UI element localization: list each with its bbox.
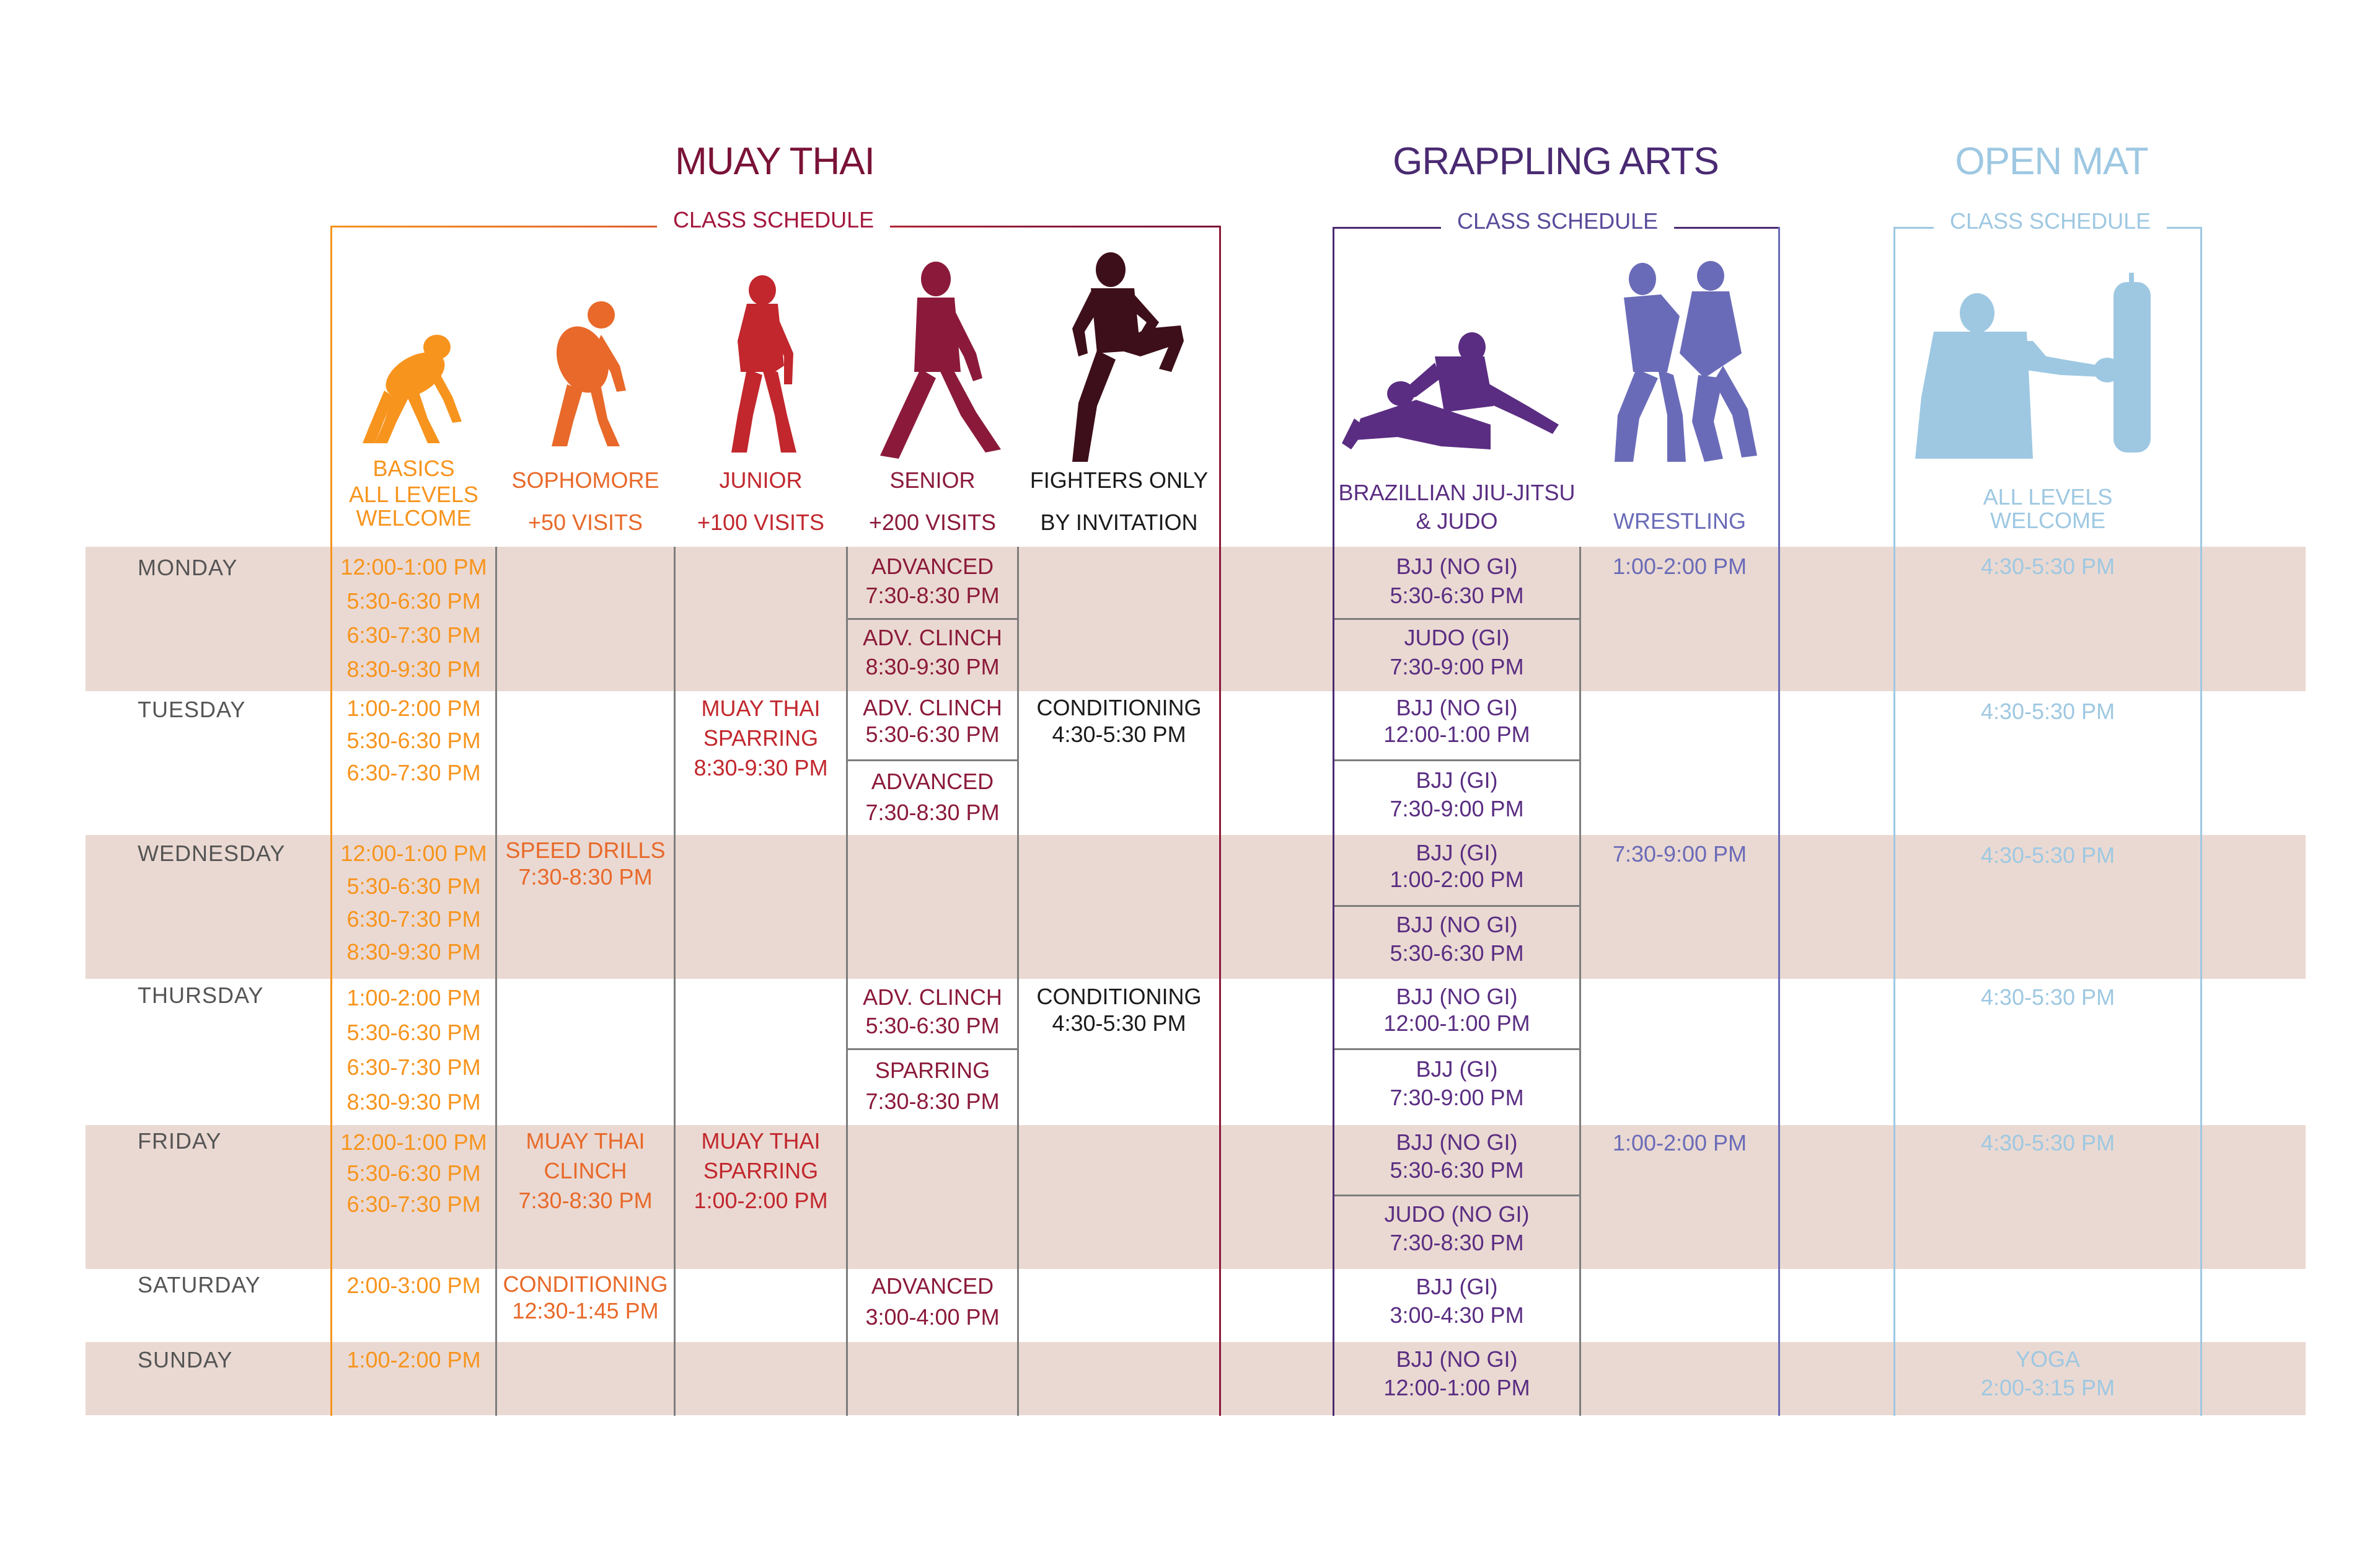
class-time[interactable]: 1:00-2:00 PM [346, 1347, 481, 1372]
class-time: 1:00-2:00 PM [1390, 867, 1524, 892]
wrestlers-icon [1599, 260, 1766, 465]
cell-divider [847, 1048, 1017, 1050]
class-time: 12:00-1:00 PM [1383, 1010, 1530, 1036]
openmat-title: OPEN MAT [1955, 140, 2148, 183]
class-name: JUDO (NO GI) [1384, 1201, 1530, 1227]
class-time: 3:00-4:30 PM [1390, 1302, 1524, 1328]
class-name: BJJ (NO GI) [1396, 1129, 1518, 1155]
sophomore-header [497, 466, 674, 537]
bjj-wednesday-b[interactable] [1334, 911, 1579, 968]
senior-tuesday-advanced[interactable] [848, 766, 1017, 828]
class-time[interactable]: 6:30-7:30 PM [346, 1054, 481, 1080]
cell-divider [847, 618, 1017, 620]
col-divider [674, 547, 676, 1416]
class-name: JUDO (GI) [1404, 625, 1510, 650]
basics-header-line3: WELCOME [356, 505, 472, 531]
sophomore-wednesday[interactable] [497, 837, 674, 890]
class-time: 5:30-6:30 PM [1390, 583, 1524, 608]
class-name: ADV. CLINCH [863, 984, 1002, 1010]
class-time[interactable]: 6:30-7:30 PM [346, 1191, 481, 1217]
class-name: ADVANCED [871, 1273, 994, 1299]
junior-header-line2: +100 VISITS [697, 510, 825, 535]
class-time[interactable]: 8:30-9:30 PM [346, 656, 481, 682]
sophomore-header-line1: SOPHOMORE [511, 467, 659, 493]
class-time: 12:30-1:45 PM [512, 1298, 659, 1323]
class-name: MUAY THAI [701, 1128, 821, 1154]
senior-saturday-advanced[interactable] [848, 1271, 1017, 1333]
class-time: 4:30-5:30 PM [1052, 722, 1186, 747]
class-time: 7:30-9:00 PM [1390, 796, 1524, 821]
basics-friday [332, 1127, 495, 1220]
class-time[interactable]: 6:30-7:30 PM [346, 906, 481, 932]
class-name: MUAY THAI [526, 1128, 645, 1154]
class-name: CONDITIONING [503, 1271, 668, 1297]
class-name: SPARRING [703, 725, 819, 751]
openmat-sunday[interactable] [1895, 1345, 2200, 1402]
fighters-thursday-conditioning[interactable] [1019, 983, 1219, 1036]
class-time: 5:30-6:30 PM [865, 722, 1000, 747]
class-time: 8:30-9:30 PM [865, 654, 1000, 679]
class-name: ADVANCED [871, 554, 994, 579]
class-name: ADVANCED [871, 769, 994, 794]
class-time: 7:30-9:00 PM [1390, 654, 1524, 679]
wrestling-header [1581, 507, 1778, 536]
muaythai-subtitle: CLASS SCHEDULE [657, 207, 890, 233]
day-label-friday: FRIDAY [138, 1128, 222, 1154]
class-time: 7:30-8:30 PM [518, 1188, 653, 1213]
grappling-pair-icon [1342, 325, 1565, 462]
basics-header-line1: BASICS [372, 456, 455, 481]
grappling-frame-right [1778, 227, 1780, 1416]
bjj-header [1334, 479, 1579, 536]
basics-header-line2: ALL LEVELS [349, 482, 478, 507]
col-divider [1017, 547, 1019, 1416]
cell-divider [1334, 905, 1579, 907]
class-time[interactable]: 12:00-1:00 PM [340, 1129, 487, 1155]
class-time: 5:30-6:30 PM [1390, 1157, 1524, 1183]
class-time: 1:00-2:00 PM [694, 1188, 828, 1213]
col-divider [1579, 547, 1581, 1416]
bjj-thursday-a[interactable] [1334, 983, 1579, 1036]
class-time: 12:00-1:00 PM [1383, 1375, 1530, 1400]
wrestling-monday[interactable]: 1:00-2:00 PM [1612, 554, 1747, 579]
basics-sunday [332, 1345, 495, 1374]
class-name: BJJ (NO GI) [1396, 695, 1518, 720]
class-name: CONDITIONING [1036, 695, 1202, 720]
fighters-header-line2: BY INVITATION [1040, 510, 1198, 535]
day-label-thursday: THURSDAY [138, 983, 264, 1008]
class-time[interactable]: 1:00-2:00 PM [346, 696, 481, 721]
class-time: 2:00-3:15 PM [1980, 1375, 2115, 1400]
junior-header-line1: JUNIOR [719, 467, 803, 493]
basics-monday [332, 550, 495, 686]
day-label-saturday: SATURDAY [138, 1272, 261, 1297]
class-name: SPARRING [875, 1058, 990, 1083]
class-time[interactable]: 5:30-6:30 PM [346, 873, 481, 899]
bjj-tuesday-b[interactable] [1334, 766, 1579, 823]
class-time: 4:30-5:30 PM [1052, 1010, 1186, 1036]
class-time[interactable]: 2:00-3:00 PM [346, 1273, 481, 1298]
class-time: 8:30-9:30 PM [694, 755, 828, 780]
openmat-thursday[interactable]: 4:30-5:30 PM [1980, 984, 2115, 1010]
fighters-tuesday-conditioning[interactable] [1019, 694, 1219, 748]
senior-monday-adv-clinch[interactable] [848, 623, 1017, 681]
stooped-ape-icon [539, 298, 638, 453]
basics-tuesday [332, 692, 495, 789]
knee-strike-fighter-icon [1054, 248, 1196, 465]
class-name: BJJ (NO GI) [1396, 1346, 1518, 1372]
class-time: 7:30-9:00 PM [1390, 1085, 1524, 1110]
fighters-header-line1: FIGHTERS ONLY [1029, 467, 1209, 493]
senior-header-line1: SENIOR [889, 467, 976, 493]
wrestling-header-line1: WRESTLING [1613, 508, 1746, 534]
grappling-subtitle: CLASS SCHEDULE [1441, 208, 1674, 234]
openmat-frame-right [2200, 227, 2202, 1416]
class-time: 5:30-6:30 PM [1390, 940, 1524, 966]
basics-wednesday [332, 837, 495, 968]
wrestling-friday[interactable]: 1:00-2:00 PM [1612, 1130, 1747, 1155]
junior-header [676, 466, 846, 537]
class-time[interactable]: 5:30-6:30 PM [346, 1160, 481, 1186]
basics-saturday [332, 1271, 495, 1300]
class-time[interactable]: 8:30-9:30 PM [346, 1089, 481, 1115]
fighters-header [1019, 466, 1219, 537]
cell-divider [847, 759, 1017, 761]
class-time[interactable]: 5:30-6:30 PM [346, 728, 481, 753]
class-name: CONDITIONING [1036, 984, 1202, 1009]
openmat-header-line1: ALL LEVELS [1983, 484, 2113, 510]
day-label-tuesday: TUESDAY [138, 697, 246, 722]
openmat-friday[interactable]: 4:30-5:30 PM [1980, 1130, 2115, 1155]
class-name: CLINCH [544, 1158, 627, 1183]
class-time[interactable]: 12:00-1:00 PM [340, 554, 487, 580]
class-time: 7:30-8:30 PM [865, 800, 1000, 825]
walking-human-icon [868, 260, 1004, 465]
class-name: ADV. CLINCH [863, 625, 1002, 650]
cell-divider [1334, 1048, 1579, 1050]
class-name: SPEED DRILLS [505, 837, 666, 863]
muaythai-title: MUAY THAI [675, 140, 875, 183]
openmat-wednesday[interactable]: 4:30-5:30 PM [1980, 842, 2115, 868]
muaythai-frame-right [1219, 226, 1221, 1416]
senior-thursday-sparring[interactable] [848, 1055, 1017, 1117]
sophomore-friday[interactable] [497, 1126, 674, 1216]
sophomore-header-line2: +50 VISITS [527, 510, 643, 535]
senior-monday-advanced[interactable] [848, 552, 1017, 610]
senior-header-line2: +200 VISITS [868, 510, 997, 535]
class-name: BJJ (GI) [1416, 1056, 1498, 1082]
class-name: YOGA [2015, 1346, 2081, 1372]
class-name: ADV. CLINCH [863, 695, 1002, 720]
class-name: BJJ (GI) [1416, 767, 1498, 793]
class-time: 7:30-8:30 PM [518, 864, 653, 890]
muaythai-frame-left [330, 226, 332, 1416]
crouching-ape-icon [359, 329, 471, 453]
bjj-monday-b[interactable] [1334, 623, 1579, 681]
class-time[interactable]: 12:00-1:00 PM [340, 841, 487, 866]
cell-divider [1334, 1195, 1579, 1196]
class-name: BJJ (NO GI) [1396, 554, 1518, 579]
early-human-icon [713, 273, 806, 459]
class-time[interactable]: 6:30-7:30 PM [346, 622, 481, 648]
openmat-header-line2: WELCOME [1990, 508, 2105, 533]
bjj-monday-a[interactable] [1334, 552, 1579, 610]
class-time[interactable]: 5:30-6:30 PM [346, 588, 481, 614]
class-time[interactable]: 5:30-6:30 PM [346, 1020, 481, 1045]
heavy-bag-boxer-icon [1909, 273, 2182, 465]
bjj-header-line1: BRAZILLIAN JIU-JITSU [1338, 480, 1576, 505]
sophomore-saturday[interactable] [497, 1271, 674, 1324]
basics-header [335, 454, 493, 530]
basics-thursday [332, 981, 495, 1120]
bjj-header-line2: & JUDO [1416, 508, 1498, 534]
day-label-sunday: SUNDAY [138, 1347, 233, 1372]
openmat-subtitle: CLASS SCHEDULE [1934, 208, 2167, 234]
class-name: BJJ (GI) [1416, 1274, 1498, 1299]
openmat-header [1895, 485, 2200, 532]
senior-thursday-adv-clinch[interactable] [848, 983, 1017, 1040]
wrestling-wednesday[interactable]: 7:30-9:00 PM [1612, 841, 1747, 867]
class-time[interactable]: 8:30-9:30 PM [346, 939, 481, 965]
class-name: MUAY THAI [701, 696, 821, 721]
class-name: BJJ (NO GI) [1396, 984, 1518, 1009]
class-time: 7:30-8:30 PM [865, 1089, 1000, 1114]
class-time[interactable]: 6:30-7:30 PM [346, 760, 481, 785]
class-time: 3:00-4:00 PM [865, 1304, 1000, 1330]
class-time[interactable]: 1:00-2:00 PM [346, 985, 481, 1010]
bjj-friday-b[interactable] [1334, 1200, 1579, 1257]
senior-tuesday-adv-clinch[interactable] [848, 694, 1017, 748]
class-time: 7:30-8:30 PM [1390, 1230, 1524, 1255]
cell-divider [1334, 759, 1579, 761]
grappling-title: GRAPPLING ARTS [1393, 140, 1719, 183]
class-time: 12:00-1:00 PM [1383, 722, 1530, 747]
bjj-tuesday-a[interactable] [1334, 694, 1579, 748]
class-name: BJJ (GI) [1416, 840, 1498, 865]
openmat-tuesday[interactable]: 4:30-5:30 PM [1980, 699, 2115, 724]
bjj-saturday[interactable] [1334, 1273, 1579, 1330]
junior-friday[interactable] [676, 1126, 846, 1216]
day-label-monday: MONDAY [138, 555, 238, 580]
day-label-wednesday: WEDNESDAY [138, 841, 286, 866]
cell-divider [1334, 618, 1579, 620]
bjj-wednesday-a[interactable] [1334, 839, 1579, 893]
bjj-sunday[interactable] [1334, 1345, 1579, 1402]
class-time: 5:30-6:30 PM [865, 1013, 1000, 1038]
bjj-friday-a[interactable] [1334, 1128, 1579, 1184]
junior-tuesday[interactable] [676, 694, 846, 783]
class-name: BJJ (NO GI) [1396, 912, 1518, 937]
class-time: 7:30-8:30 PM [865, 583, 1000, 608]
openmat-monday[interactable]: 4:30-5:30 PM [1980, 554, 2115, 579]
class-name: SPARRING [703, 1158, 819, 1183]
bjj-thursday-b[interactable] [1334, 1055, 1579, 1112]
senior-header [848, 466, 1017, 537]
openmat-frame-left [1893, 227, 1895, 1416]
